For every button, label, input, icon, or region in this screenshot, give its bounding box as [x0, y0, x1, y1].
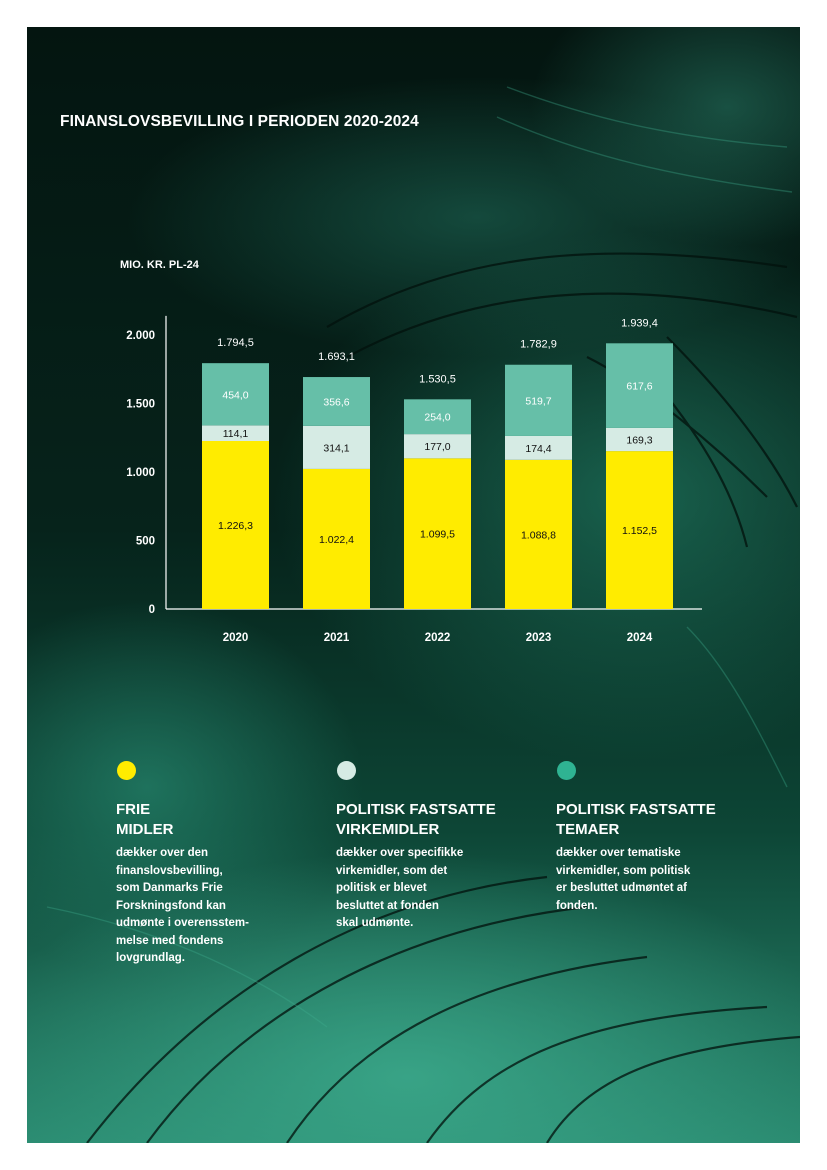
legend-item-frie-midler: [116, 761, 316, 968]
legend-item-politisk-fastsatte-temaer: [556, 761, 756, 915]
data-label: 254,0: [424, 411, 451, 424]
stacked-bar-chart: [27, 27, 800, 677]
legend-description: dækker over tematiske virkemidler, som politisk er besluttet udmøntet af fonden.: [556, 847, 691, 912]
total-label: 1.782,9: [520, 338, 557, 351]
legend-item-politisk-fastsatte-virkemidler: [336, 761, 536, 933]
y-tick-label: 2.000: [126, 330, 155, 342]
data-label: 1.022,4: [318, 533, 355, 546]
x-tick-label: 2021: [323, 632, 350, 644]
legend-dot-teal: [557, 761, 576, 780]
data-label: 114,1: [222, 428, 249, 441]
data-label: 314,1: [323, 442, 350, 455]
infographic-panel: [27, 27, 800, 1143]
y-tick-label: 500: [135, 535, 155, 548]
y-axis-label: MIO. KR. PL-24: [120, 259, 199, 271]
data-label: 1.226,3: [217, 519, 254, 532]
data-label: 356,6: [323, 396, 350, 409]
data-label: 169,3: [626, 434, 653, 447]
total-label: 1.530,5: [419, 373, 456, 386]
total-label: 1.794,5: [217, 337, 254, 350]
legend-dot-light: [337, 761, 356, 780]
data-label: 1.088,8: [520, 529, 557, 542]
legend-title: POLITISK FASTSATTE VIRKEMIDLER: [336, 801, 496, 838]
total-label: 1.939,4: [621, 317, 658, 330]
legend-title: POLITISK FASTSATTE TEMAER: [556, 801, 716, 838]
data-label: 519,7: [525, 395, 552, 408]
data-label: 617,6: [626, 380, 653, 393]
x-tick-label: 2022: [424, 632, 451, 644]
legend-title: FRIE MIDLER: [116, 801, 174, 838]
data-label: 174,4: [525, 442, 552, 455]
x-tick-label: 2024: [626, 632, 653, 644]
total-label: 1.693,1: [318, 351, 355, 364]
y-tick-label: 1.500: [126, 398, 155, 411]
legend-description: dækker over den finanslovsbevilling, som Danmarks Frie Forskningsfond kan udmønte i overensstem- melse med fondens lovgrundlag.: [116, 847, 249, 964]
x-tick-label: 2023: [525, 632, 552, 644]
y-tick-label: 1.000: [126, 467, 155, 479]
data-label: 1.152,5: [621, 525, 658, 538]
data-label: 1.099,5: [419, 528, 456, 541]
x-tick-label: 2020: [222, 632, 249, 644]
data-label: 454,0: [222, 389, 249, 402]
y-tick-label: 0: [148, 604, 155, 616]
legend-dot-yellow: [117, 761, 136, 780]
legend-description: dækker over specifikke virkemidler, som det politisk er blevet besluttet at fonden skal udmønte.: [336, 847, 464, 929]
data-label: 177,0: [424, 441, 451, 454]
page-title: FINANSLOVSBEVILLING I PERIODEN 2020-2024: [60, 113, 419, 130]
